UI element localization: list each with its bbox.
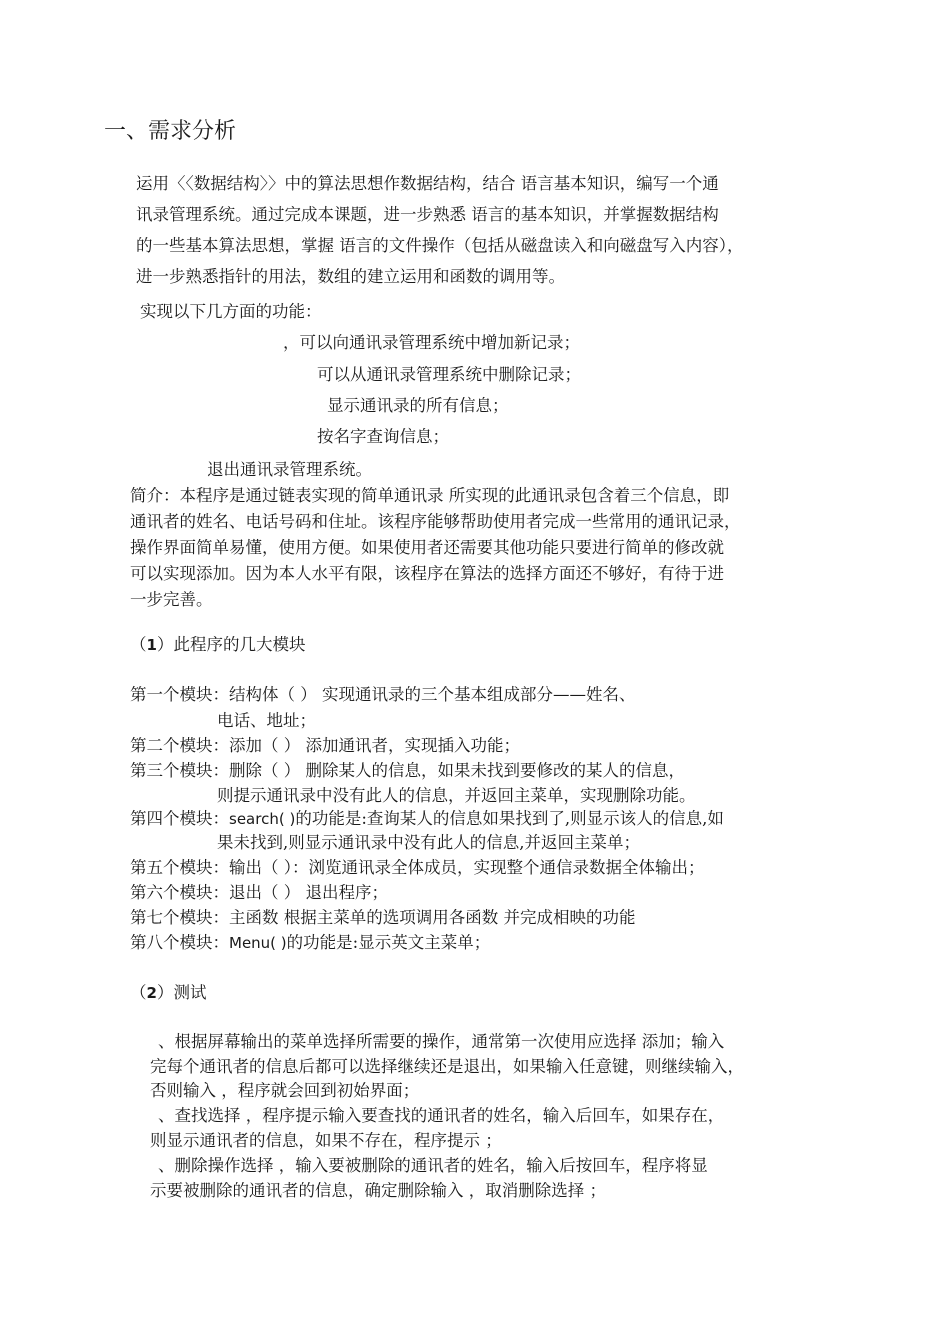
test-line-4: 、查找选择 ，程序提示输入要查找的通讯者的姓名，输入后回车，如果存在， — [158, 1106, 725, 1125]
summary-line-1: 简介：本程序是通过链表实现的简单通讯录 所实现的此通讯录包含着三个信息，即 — [130, 486, 730, 505]
test-line-3: 否则输入 ，程序就会回到初始界面； — [150, 1081, 420, 1100]
test-line-1: 、根据屏幕输出的菜单选择所需要的操作，通常第一次使用应选择 添加；输入 — [158, 1032, 725, 1051]
section-2-number: 2 — [146, 984, 157, 1002]
function-item-search: 按名字查询信息； — [317, 427, 449, 446]
module-4-prefix: 第四个模块： — [130, 809, 229, 828]
module-8-line-1 — [130, 932, 490, 954]
module-4-line-1 — [130, 808, 724, 830]
test-line-2: 完每个通讯者的信息后都可以选择继续还是退出，如果输入任意键，则继续输入， — [150, 1057, 744, 1076]
test-line-7: 示要被删除的通讯者的信息，确定删除输入 ，取消删除选择 ； — [150, 1181, 606, 1200]
test-line-6: 、删除操作选择 ，输入要被删除的通讯者的姓名，输入后按回车，程序将显 — [158, 1156, 708, 1175]
module-1-line-1: 第一个模块：结构体（ ） 实现通讯录的三个基本组成部分——姓名、 — [130, 685, 636, 704]
module-8-description: 的功能是:显示英文主菜单； — [286, 933, 491, 952]
section-heading: 一、需求分析 — [104, 119, 237, 144]
module-8-prefix: 第八个模块： — [130, 933, 229, 952]
intro-line-4: 进一步熟悉指针的用法，数组的建立运用和函数的调用等。 — [136, 267, 565, 286]
functions-intro: 实现以下几方面的功能： — [140, 302, 322, 321]
function-item-display: 显示通讯录的所有信息； — [327, 396, 509, 415]
intro-line-1: 运用〈〈数据结构〉〉中的算法思想作数据结构，结合 语言基本知识，编写一个通 — [136, 174, 719, 193]
summary-line-3: 操作界面简单易懂，使用方便。如果使用者还需要其他功能只要进行简单的修改就 — [130, 538, 724, 557]
test-line-5: 则显示通讯者的信息，如果不存在，程序提示 ； — [150, 1131, 502, 1150]
module-3-line-1: 第三个模块：删除（ ） 删除某人的信息，如果未找到要修改的某人的信息， — [130, 761, 685, 780]
function-item-exit: 退出通讯录管理系统。 — [207, 460, 372, 479]
intro-line-2: 讯录管理系统。通过完成本课题，进一步熟悉 语言的基本知识，并掌握数据结构 — [136, 205, 719, 224]
module-7-line-1: 第七个模块：主函数 根据主菜单的选项调用各函数 并完成相映的功能 — [130, 908, 636, 927]
section-2-title: 测试 — [173, 983, 207, 1002]
module-5-line-1: 第五个模块：输出（ ）：浏览通讯录全体成员，实现整个通信录数据全体输出； — [130, 858, 705, 877]
summary-line-5: 一步完善。 — [130, 590, 213, 609]
module-1-line-2: 电话、地址； — [217, 711, 316, 730]
module-4-description: 的功能是:查询某人的信息如果找到了,则显示该人的信息,如 — [295, 809, 724, 828]
summary-line-2: 通讯者的姓名、电话号码和住址。该程序能够帮助使用者完成一些常用的通讯记录， — [130, 512, 741, 531]
module-3-line-2: 则提示通讯录中没有此人的信息，并返回主菜单，实现删除功能。 — [217, 786, 696, 805]
module-4-code: search( ) — [229, 810, 296, 828]
intro-line-3: 的一些基本算法思想，掌握 语言的文件操作（包括从磁盘读入和向磁盘写入内容）， — [136, 236, 744, 255]
section-1-number: 1 — [146, 636, 157, 654]
function-item-add: ，可以向通讯录管理系统中增加新记录； — [283, 333, 580, 352]
section-1-heading: （1）此程序的几大模块 — [130, 635, 306, 654]
section-2-heading: （2）测试 — [130, 983, 207, 1002]
function-item-delete: 可以从通讯录管理系统中删除记录； — [317, 365, 581, 384]
module-4-line-2: 果未找到,则显示通讯录中没有此人的信息,并返回主菜单； — [217, 833, 640, 852]
module-6-line-1: 第六个模块：退出（ ） 退出程序； — [130, 883, 388, 902]
section-1-title: 此程序的几大模块 — [173, 635, 306, 654]
summary-line-4: 可以实现添加。因为本人水平有限，该程序在算法的选择方面还不够好，有待于进 — [130, 564, 724, 583]
module-2-line-1: 第二个模块：添加（ ） 添加通讯者，实现插入功能； — [130, 736, 520, 755]
module-8-code: Menu( ) — [229, 934, 287, 952]
